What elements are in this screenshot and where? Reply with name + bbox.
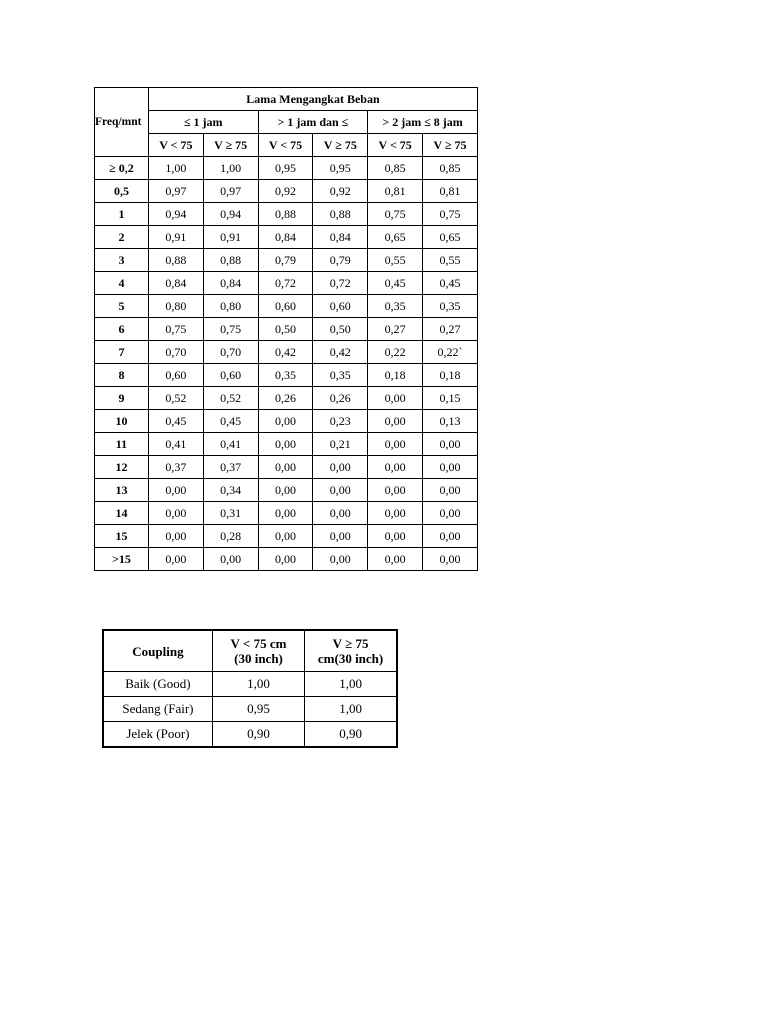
column-header bbox=[212, 630, 304, 672]
table-cell: 0,94 bbox=[148, 203, 203, 226]
freq-label: 9 bbox=[95, 387, 149, 410]
table-cell: 0,00 bbox=[423, 548, 478, 571]
freq-label: 12 bbox=[95, 456, 149, 479]
frequency-multiplier-table bbox=[94, 87, 478, 571]
table-cell: 0,35 bbox=[258, 364, 313, 387]
table-cell: 0,88 bbox=[203, 249, 258, 272]
table-cell: 1,00 bbox=[203, 157, 258, 180]
table-cell: 1,00 bbox=[212, 672, 304, 697]
table-cell: 0,00 bbox=[368, 525, 423, 548]
duration-group-header: > 2 jam ≤ 8 jam bbox=[368, 111, 478, 134]
freq-row-header: Freq/mnt bbox=[95, 88, 149, 157]
column-header: V ≥ 75 bbox=[203, 134, 258, 157]
table-row bbox=[95, 226, 478, 249]
freq-label: 0,5 bbox=[95, 180, 149, 203]
table-cell: 0,70 bbox=[203, 341, 258, 364]
table-cell: 0,00 bbox=[368, 387, 423, 410]
table-cell: 0,80 bbox=[203, 295, 258, 318]
column-header: V ≥ 75 bbox=[423, 134, 478, 157]
table-cell: 0,00 bbox=[368, 433, 423, 456]
table-cell: 0,81 bbox=[368, 180, 423, 203]
table-cell: 0,92 bbox=[313, 180, 368, 203]
table-row bbox=[103, 697, 397, 722]
table-cell: 0,26 bbox=[258, 387, 313, 410]
table-row bbox=[95, 502, 478, 525]
table-cell: 0,97 bbox=[203, 180, 258, 203]
table-cell: 0,94 bbox=[203, 203, 258, 226]
table-cell: 1,00 bbox=[305, 672, 397, 697]
freq-label: 10 bbox=[95, 410, 149, 433]
table-cell: 0,65 bbox=[368, 226, 423, 249]
table-cell: 0,88 bbox=[313, 203, 368, 226]
table-cell: 0,00 bbox=[148, 525, 203, 548]
table-cell: 0,15 bbox=[423, 387, 478, 410]
table-cell: 0,00 bbox=[313, 479, 368, 502]
table-cell: 0,45 bbox=[148, 410, 203, 433]
freq-label: 4 bbox=[95, 272, 149, 295]
freq-label: 8 bbox=[95, 364, 149, 387]
coupling-header: Coupling bbox=[103, 630, 212, 672]
table-cell: 0,00 bbox=[148, 548, 203, 571]
table-cell: 0,60 bbox=[313, 295, 368, 318]
table-cell: 0,27 bbox=[368, 318, 423, 341]
table-cell: 0,31 bbox=[203, 502, 258, 525]
table-cell: 1,00 bbox=[305, 697, 397, 722]
freq-label: 5 bbox=[95, 295, 149, 318]
column-header: V ≥ 75 bbox=[313, 134, 368, 157]
table-cell: 0,34 bbox=[203, 479, 258, 502]
header-line: V ≥ 75 bbox=[332, 636, 369, 651]
table-cell: 0,35 bbox=[423, 295, 478, 318]
table-cell: 0,50 bbox=[313, 318, 368, 341]
table-cell: 0,84 bbox=[148, 272, 203, 295]
table-row bbox=[103, 722, 397, 748]
table-cell: 0,90 bbox=[305, 722, 397, 748]
table-row bbox=[95, 318, 478, 341]
table-cell: 0,75 bbox=[423, 203, 478, 226]
table-cell: 0,00 bbox=[368, 410, 423, 433]
table-cell: 0,21 bbox=[313, 433, 368, 456]
table-row bbox=[95, 157, 478, 180]
table-cell: 0,75 bbox=[148, 318, 203, 341]
header-line: cm(30 inch) bbox=[317, 651, 384, 666]
table-cell: 0,90 bbox=[212, 722, 304, 748]
table-cell: 0,52 bbox=[148, 387, 203, 410]
table-row bbox=[103, 672, 397, 697]
table-row bbox=[95, 249, 478, 272]
column-header bbox=[305, 630, 397, 672]
table-cell: 0,00 bbox=[423, 502, 478, 525]
table-cell: 0,55 bbox=[368, 249, 423, 272]
table-cell: 0,91 bbox=[203, 226, 258, 249]
table-cell: 0,88 bbox=[258, 203, 313, 226]
table-cell: 0,88 bbox=[148, 249, 203, 272]
table-row bbox=[95, 180, 478, 203]
freq-label: 1 bbox=[95, 203, 149, 226]
table-cell: 0,95 bbox=[313, 157, 368, 180]
freq-label: >15 bbox=[95, 548, 149, 571]
freq-label: ≥ 0,2 bbox=[95, 157, 149, 180]
table-cell: 0,81 bbox=[423, 180, 478, 203]
table-cell: 0,70 bbox=[148, 341, 203, 364]
table-cell: 0,84 bbox=[258, 226, 313, 249]
table-row bbox=[95, 548, 478, 571]
table-cell: 0,22` bbox=[423, 341, 478, 364]
table-cell: 0,00 bbox=[313, 456, 368, 479]
coupling-label: Baik (Good) bbox=[103, 672, 212, 697]
table-cell: 0,55 bbox=[423, 249, 478, 272]
table-cell: 0,52 bbox=[203, 387, 258, 410]
table-cell: 0,79 bbox=[313, 249, 368, 272]
table-cell: 0,00 bbox=[423, 456, 478, 479]
table-cell: 0,00 bbox=[203, 548, 258, 571]
table-cell: 0,00 bbox=[148, 479, 203, 502]
table-row bbox=[95, 364, 478, 387]
table-cell: 0,00 bbox=[368, 479, 423, 502]
table-cell: 0,45 bbox=[203, 410, 258, 433]
freq-label: 11 bbox=[95, 433, 149, 456]
table-cell: 0,00 bbox=[258, 479, 313, 502]
table-row bbox=[95, 456, 478, 479]
table-cell: 0,27 bbox=[423, 318, 478, 341]
coupling-label: Sedang (Fair) bbox=[103, 697, 212, 722]
table-cell: 0,00 bbox=[148, 502, 203, 525]
table-cell: 0,60 bbox=[203, 364, 258, 387]
table-cell: 0,65 bbox=[423, 226, 478, 249]
table-cell: 0,00 bbox=[313, 548, 368, 571]
table-cell: 0,72 bbox=[313, 272, 368, 295]
table-cell: 0,18 bbox=[368, 364, 423, 387]
table-row bbox=[95, 410, 478, 433]
table-row bbox=[95, 295, 478, 318]
table-cell: 0,41 bbox=[203, 433, 258, 456]
freq-label: 13 bbox=[95, 479, 149, 502]
table-cell: 0,28 bbox=[203, 525, 258, 548]
table-cell: 0,50 bbox=[258, 318, 313, 341]
table-cell: 0,00 bbox=[258, 433, 313, 456]
table-cell: 0,75 bbox=[203, 318, 258, 341]
freq-label: 3 bbox=[95, 249, 149, 272]
table-cell: 0,22 bbox=[368, 341, 423, 364]
table-row bbox=[95, 341, 478, 364]
table-cell: 0,92 bbox=[258, 180, 313, 203]
table-cell: 0,00 bbox=[313, 525, 368, 548]
freq-label: 6 bbox=[95, 318, 149, 341]
table-cell: 0,60 bbox=[258, 295, 313, 318]
table-cell: 0,00 bbox=[258, 548, 313, 571]
table-title: Lama Mengangkat Beban bbox=[148, 88, 477, 111]
table-cell: 0,00 bbox=[258, 525, 313, 548]
table-cell: 0,97 bbox=[148, 180, 203, 203]
header-line: V < 75 cm bbox=[230, 636, 287, 651]
freq-label: 7 bbox=[95, 341, 149, 364]
table-cell: 0,60 bbox=[148, 364, 203, 387]
table-cell: 0,00 bbox=[368, 456, 423, 479]
table-cell: 0,00 bbox=[258, 502, 313, 525]
table-row bbox=[95, 387, 478, 410]
table-cell: 0,37 bbox=[148, 456, 203, 479]
table-cell: 0,85 bbox=[368, 157, 423, 180]
table-cell: 0,75 bbox=[368, 203, 423, 226]
column-header: V < 75 bbox=[258, 134, 313, 157]
table-row bbox=[95, 479, 478, 502]
duration-group-header: ≤ 1 jam bbox=[148, 111, 258, 134]
table-cell: 0,72 bbox=[258, 272, 313, 295]
table-cell: 0,37 bbox=[203, 456, 258, 479]
table-cell: 0,18 bbox=[423, 364, 478, 387]
header-line: (30 inch) bbox=[234, 651, 283, 666]
table-cell: 0,00 bbox=[423, 525, 478, 548]
table-cell: 0,45 bbox=[423, 272, 478, 295]
table-cell: 0,35 bbox=[313, 364, 368, 387]
coupling-multiplier-table bbox=[102, 629, 398, 748]
table-cell: 0,26 bbox=[313, 387, 368, 410]
table-cell: 0,80 bbox=[148, 295, 203, 318]
table-cell: 0,00 bbox=[258, 456, 313, 479]
table-cell: 0,85 bbox=[423, 157, 478, 180]
table-cell: 0,00 bbox=[423, 479, 478, 502]
freq-label: 15 bbox=[95, 525, 149, 548]
table-row bbox=[95, 433, 478, 456]
table-cell: 0,00 bbox=[368, 548, 423, 571]
table-cell: 0,00 bbox=[313, 502, 368, 525]
table-cell: 0,23 bbox=[313, 410, 368, 433]
table-row bbox=[95, 272, 478, 295]
table-cell: 0,41 bbox=[148, 433, 203, 456]
table-row bbox=[95, 203, 478, 226]
table-row bbox=[95, 525, 478, 548]
column-header: V < 75 bbox=[148, 134, 203, 157]
table-cell: 0,00 bbox=[258, 410, 313, 433]
table-cell: 1,00 bbox=[148, 157, 203, 180]
coupling-label: Jelek (Poor) bbox=[103, 722, 212, 748]
table-cell: 0,91 bbox=[148, 226, 203, 249]
table-cell: 0,13 bbox=[423, 410, 478, 433]
table-cell: 0,95 bbox=[258, 157, 313, 180]
table-cell: 0,95 bbox=[212, 697, 304, 722]
table-cell: 0,42 bbox=[313, 341, 368, 364]
table-cell: 0,45 bbox=[368, 272, 423, 295]
table-cell: 0,00 bbox=[423, 433, 478, 456]
table-cell: 0,42 bbox=[258, 341, 313, 364]
table-cell: 0,79 bbox=[258, 249, 313, 272]
duration-group-header: > 1 jam dan ≤ bbox=[258, 111, 368, 134]
table-cell: 0,35 bbox=[368, 295, 423, 318]
freq-label: 14 bbox=[95, 502, 149, 525]
column-header: V < 75 bbox=[368, 134, 423, 157]
freq-label: 2 bbox=[95, 226, 149, 249]
table-cell: 0,00 bbox=[368, 502, 423, 525]
table-cell: 0,84 bbox=[203, 272, 258, 295]
table-cell: 0,84 bbox=[313, 226, 368, 249]
